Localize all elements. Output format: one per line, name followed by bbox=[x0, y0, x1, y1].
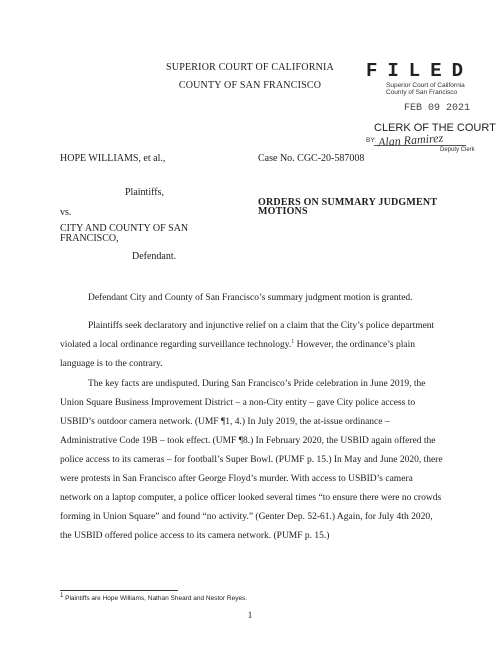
body-paragraph-3: The key facts are undisputed. During San Francisco’s Pride celebration in June 2019, the Union Square Business Improvement District – a non-City entity – gave City police access to USBID’s outdoor camera network. (UMF ¶1, 4.) In July 2019, the at-issue ordinance – Administrative Code 19B – took effect. (UMF ¶8.) In February 2020, the USBID again offered the police access to its cameras – for football’s Super Bowl. (PUMF p. 15.) In May and June 2020, there were protests in San Francisco after George Floyd’s murder. With access to USBID’s camera network on a laptop computer, a police officer looked several times “to ensure there were no crowds forming in Union Square” and found “no activity.” (Genter Dep. 52-61.) Again, for July 4th 2020, the USBID offered police access to its camera network. (PUMF p. 15.) bbox=[60, 379, 443, 541]
footnote-text: Plaintiffs are Hope Williams, Nathan Sheard and Nestor Reyes. bbox=[63, 595, 248, 602]
filed-stamp-deputy: Deputy Clerk bbox=[440, 147, 475, 153]
body-paragraph-2-text-a: Plaintiffs seek declaratory and injunctive relief on a claim that the City’s police department violated a local ordinance regarding surveillance technology. bbox=[60, 321, 435, 350]
footnote-reference[interactable]: 1 bbox=[291, 338, 295, 345]
filed-stamp-clerk: CLERK OF THE COURT bbox=[374, 122, 496, 134]
footnote-marker: 1 bbox=[60, 592, 64, 599]
page-number: 1 bbox=[247, 610, 253, 620]
plaintiff-role: Plaintiffs, bbox=[125, 187, 164, 198]
defendant-role: Defendant. bbox=[132, 251, 177, 262]
footnote-divider bbox=[60, 590, 178, 591]
body-paragraph-2-text-b: However, the ordinance’s plain language is to the contrary. bbox=[60, 340, 415, 369]
filed-stamp-court-line: Superior Court of California bbox=[386, 82, 465, 89]
footnote bbox=[60, 592, 248, 602]
filed-stamp-by: BY: bbox=[366, 137, 377, 144]
body-paragraph-2 bbox=[60, 317, 445, 374]
plaintiff-name: HOPE WILLIAMS, et al., bbox=[60, 153, 166, 164]
filed-stamp-date: FEB 09 2021 bbox=[404, 103, 471, 114]
filed-stamp-title: FILED bbox=[366, 60, 474, 82]
body-paragraph-1: Defendant City and County of San Francisco’s summary judgment motion is granted. bbox=[88, 293, 413, 303]
versus-label: vs. bbox=[60, 207, 72, 218]
defendant-name: CITY AND COUNTY OF SAN FRANCISCO, bbox=[60, 223, 189, 244]
filed-stamp-county-line: County of San Francisco bbox=[386, 89, 458, 96]
filed-stamp-signature: Alan Ramirez bbox=[377, 130, 444, 150]
court-county: COUNTY OF SAN FRANCISCO bbox=[178, 80, 322, 91]
filed-stamp-signature-line bbox=[374, 145, 466, 146]
court-name: SUPERIOR COURT OF CALIFORNIA bbox=[166, 62, 334, 73]
order-title: ORDERS ON SUMMARY JUDGMENT MOTIONS bbox=[258, 197, 438, 217]
case-number: Case No. CGC-20-587008 bbox=[258, 153, 365, 164]
